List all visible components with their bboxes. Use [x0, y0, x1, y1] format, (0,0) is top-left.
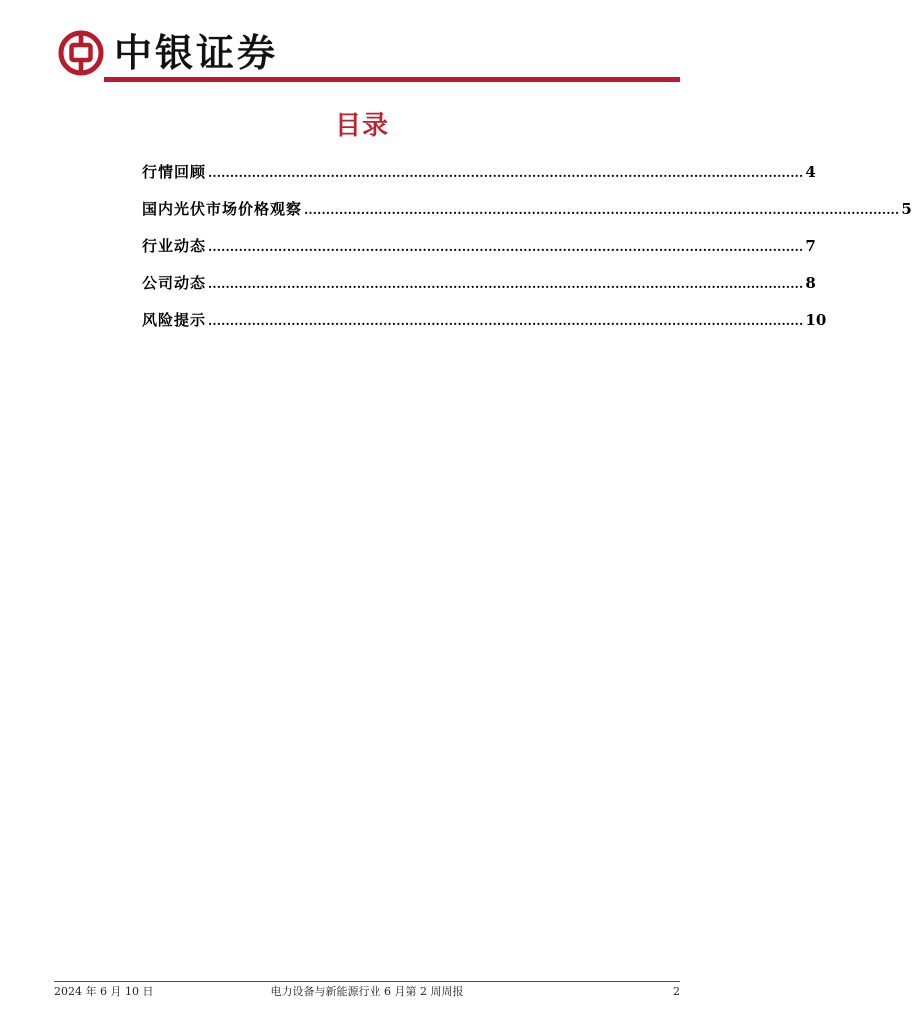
- footer-report-title: 电力设备与新能源行业 6 月第 2 周周报: [270, 985, 464, 998]
- bank-of-china-logo-icon: [58, 30, 104, 76]
- toc-leader-dots: ........................................................................................................................................: [304, 203, 900, 217]
- toc-entry-page: 5: [901, 200, 912, 218]
- toc-title: 目录: [334, 111, 389, 141]
- table-of-contents: [142, 160, 912, 345]
- header-divider: [54, 77, 680, 82]
- toc-entry-page: 8: [805, 274, 816, 292]
- toc-entry[interactable]: [142, 160, 816, 197]
- toc-entry[interactable]: [142, 308, 827, 345]
- toc-entry-label: 公司动态: [142, 274, 207, 292]
- brand-name: 中银证券: [114, 30, 279, 75]
- toc-entry-page: 10: [805, 311, 827, 329]
- toc-entry-page: 7: [805, 237, 816, 255]
- toc-leader-dots: ........................................................................................................................................: [208, 240, 804, 254]
- toc-entry[interactable]: [142, 197, 912, 234]
- footer-divider: [54, 981, 680, 982]
- toc-leader-dots: ........................................................................................................................................: [208, 277, 804, 291]
- footer-page-number: 2: [673, 985, 680, 998]
- toc-leader-dots: ........................................................................................................................................: [208, 314, 804, 328]
- toc-entry-label: 风险提示: [142, 311, 207, 329]
- toc-entry[interactable]: [142, 271, 816, 308]
- toc-entry-label: 国内光伏市场价格观察: [142, 200, 303, 218]
- toc-entry-label: 行情回顾: [142, 163, 207, 181]
- page-footer: [54, 984, 680, 1002]
- toc-entry-label: 行业动态: [142, 237, 207, 255]
- header-divider-gap: [54, 77, 104, 82]
- toc-leader-dots: ........................................................................................................................................: [208, 166, 804, 180]
- footer-date: 2024 年 6 月 10 日: [54, 985, 154, 998]
- page-header: [54, 30, 680, 84]
- toc-entry-page: 4: [805, 163, 816, 181]
- toc-entry[interactable]: [142, 234, 816, 271]
